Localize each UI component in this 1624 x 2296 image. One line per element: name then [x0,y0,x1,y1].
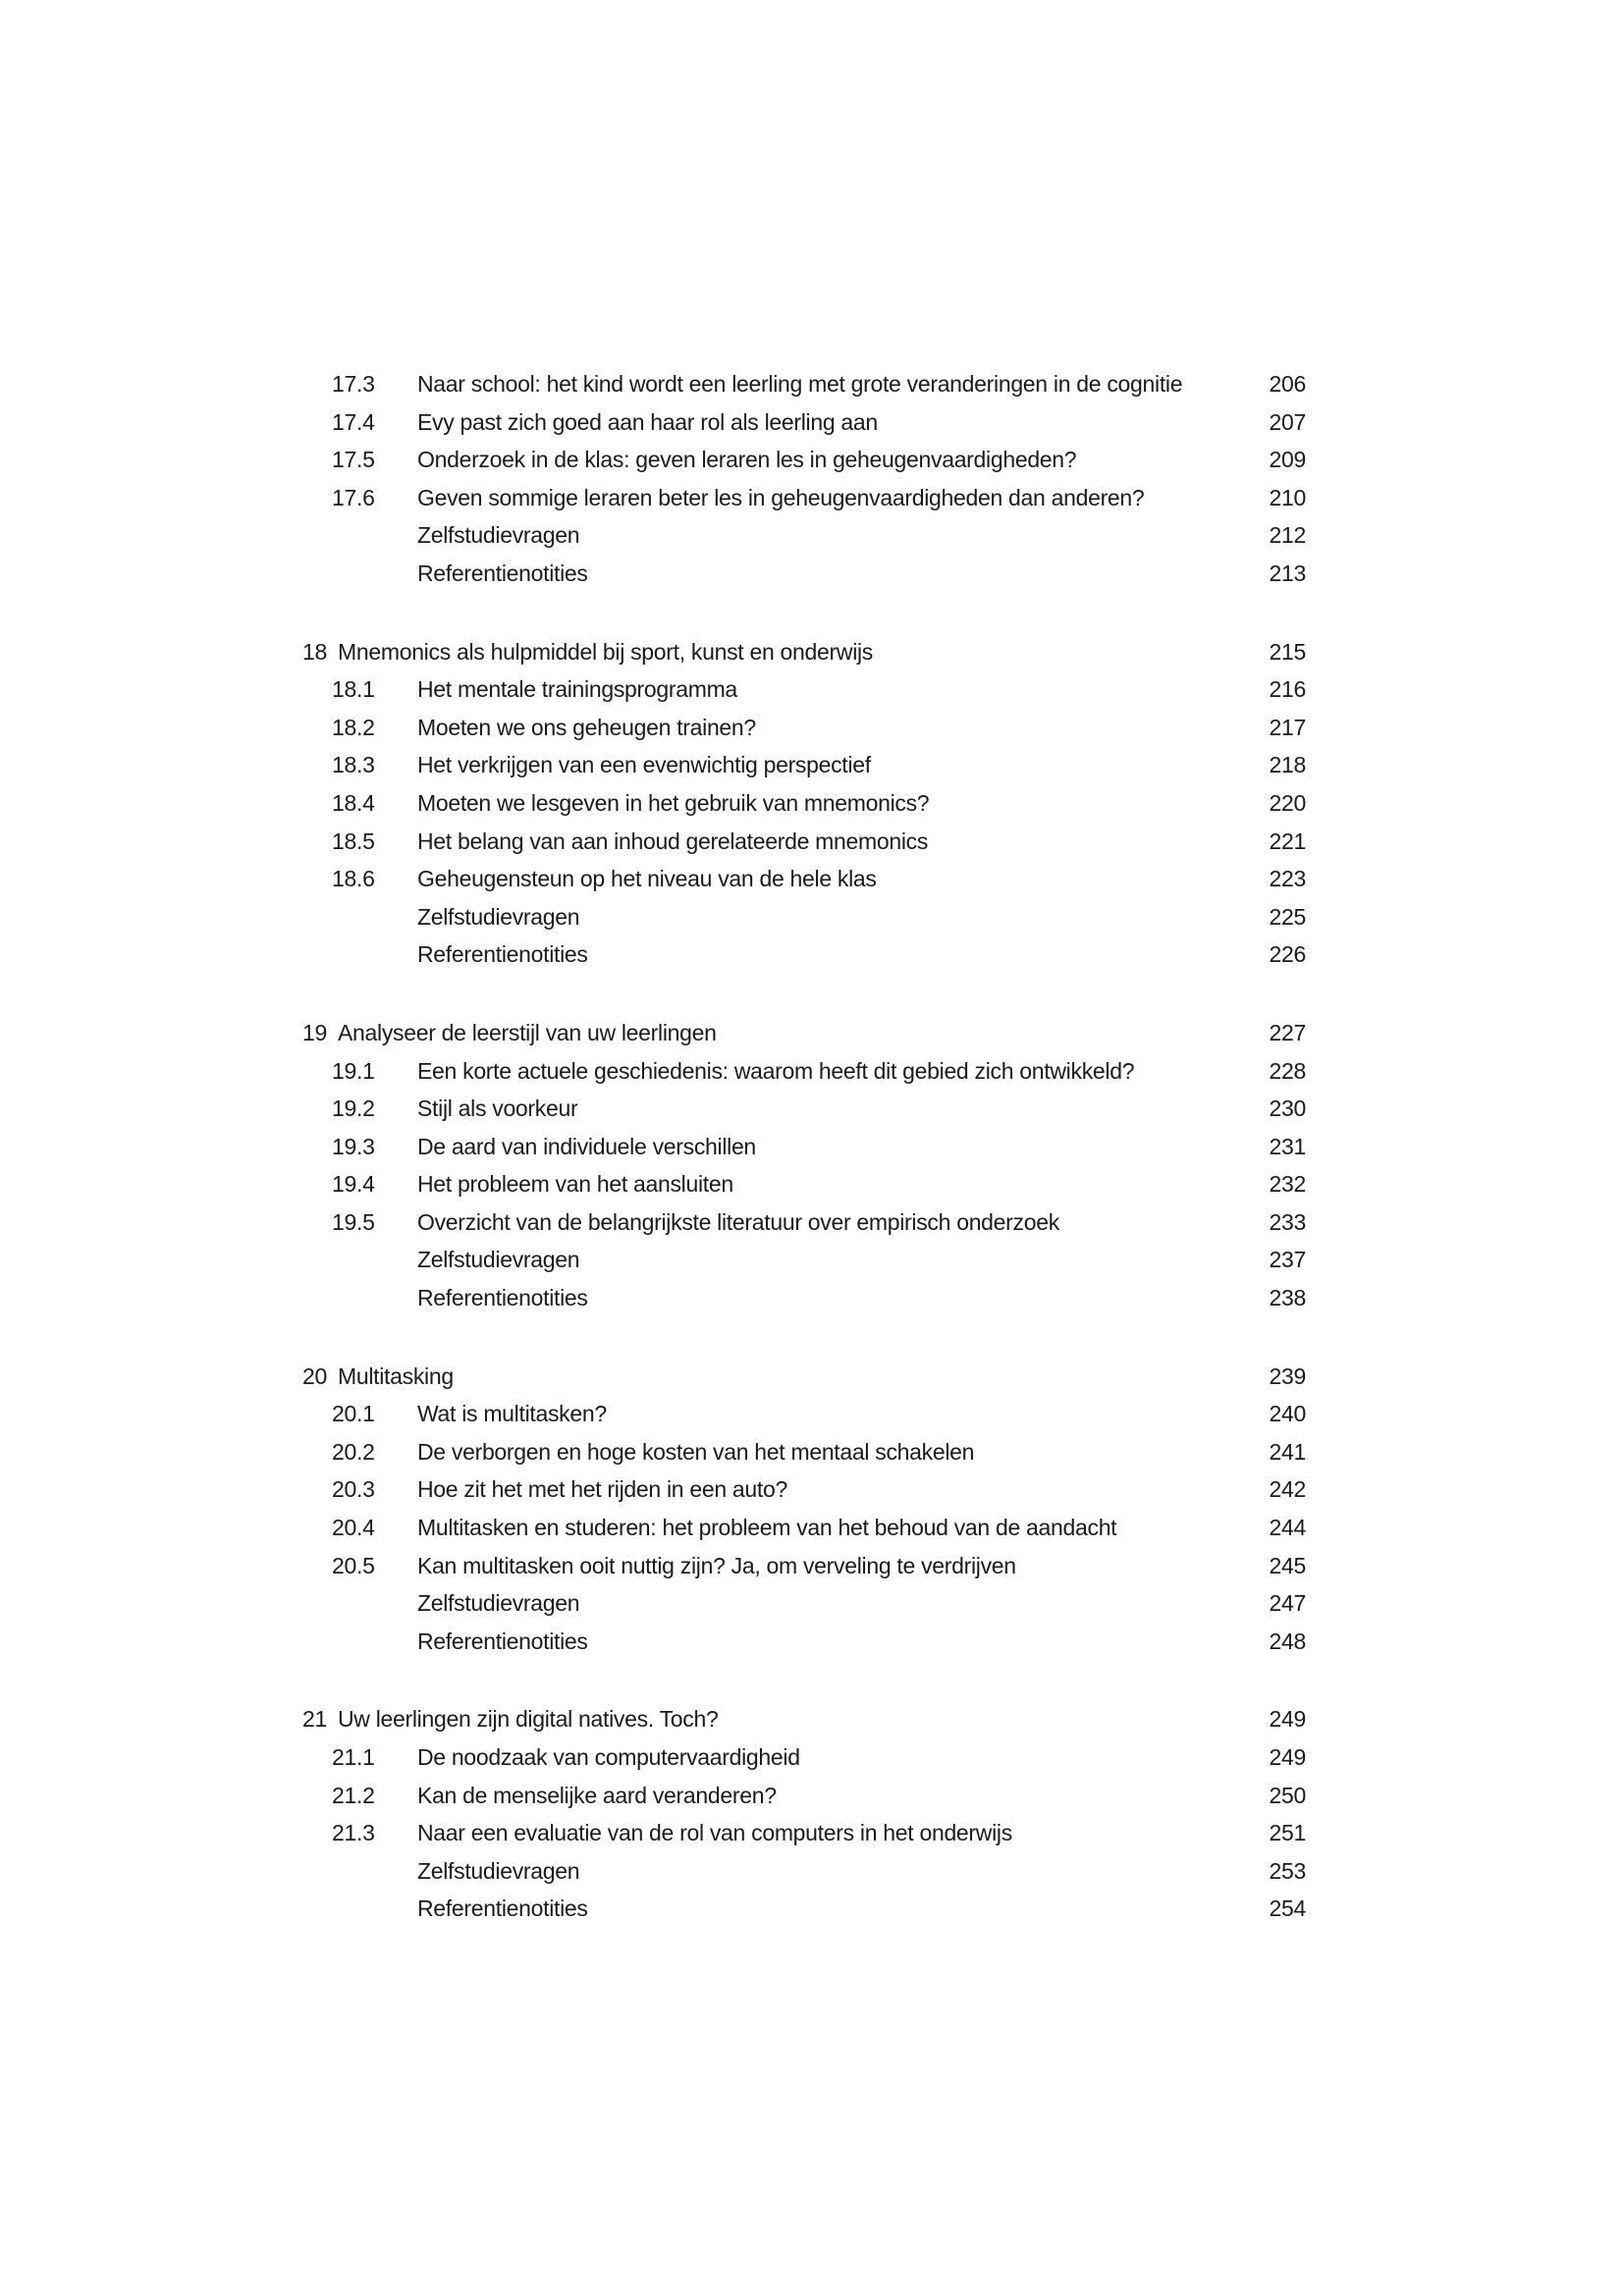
entry-title: Referentienotities [417,1896,588,1922]
toc-entry-row [302,670,1306,709]
entry-title: Zelfstudievragen [417,903,580,930]
entry-number: 18.5 [332,828,375,854]
toc-entry-row [302,1547,1306,1585]
entry-page-number: 213 [1269,560,1306,586]
entry-title: De aard van individuele verschillen [417,1133,756,1159]
toc-entry-row [302,1584,1306,1623]
chapter-number: 18 [302,638,327,665]
entry-title: Zelfstudievragen [417,522,580,549]
entry-page-number: 237 [1269,1247,1306,1273]
entry-title: Wat is multitasken? [417,1401,607,1427]
entry-page-number: 247 [1269,1590,1306,1617]
toc-section [302,633,1306,974]
entry-title: Het belang van aan inhoud gerelateerde mnemonics [417,828,929,854]
entry-number: 19.1 [332,1057,375,1084]
toc-entry-row [302,1203,1306,1242]
entry-number: 20.1 [332,1401,375,1427]
entry-page-number: 238 [1269,1285,1306,1311]
entry-number: 17.6 [332,484,375,510]
entry-page-number: 216 [1269,676,1306,703]
toc-entry-row [302,1052,1306,1091]
entry-page-number: 228 [1269,1057,1306,1084]
chapter-title: Uw leerlingen zijn digital natives. Toch? [338,1706,719,1733]
toc-entry-row [302,823,1306,861]
toc-entry-row [302,555,1306,593]
entry-number: 21.2 [332,1782,375,1808]
entry-page-number: 245 [1269,1552,1306,1578]
toc-entry-row [302,1395,1306,1433]
entry-number: 19.4 [332,1171,375,1198]
entry-page-number: 240 [1269,1401,1306,1427]
entry-page-number: 244 [1269,1515,1306,1541]
entry-page-number: 218 [1269,752,1306,778]
entry-title: Referentienotities [417,560,588,586]
toc-entry-row [302,709,1306,747]
entry-page-number: 226 [1269,941,1306,968]
toc-entry-row [302,746,1306,784]
entry-title: Zelfstudievragen [417,1247,580,1273]
entry-number: 19.5 [332,1208,375,1235]
entry-number: 18.1 [332,676,375,703]
entry-title: Het verkrijgen van een evenwichtig perspectief [417,752,871,778]
toc-entry-row [302,860,1306,898]
entry-page-number: 250 [1269,1782,1306,1808]
entry-page-number: 253 [1269,1857,1306,1884]
entry-title: Multitasken en studeren: het probleem van het behoud van de aandacht [417,1515,1117,1541]
chapter-page-number: 239 [1269,1362,1306,1389]
entry-page-number: 231 [1269,1133,1306,1159]
chapter-number: 21 [302,1706,327,1733]
chapter-number: 20 [302,1362,327,1389]
toc-entry-row [302,403,1306,442]
entry-page-number: 223 [1269,866,1306,892]
entry-page-number: 254 [1269,1896,1306,1922]
entry-title: Referentienotities [417,941,588,968]
chapter-row [302,633,1306,671]
toc-entry-row [302,479,1306,517]
entry-title: De noodzaak van computervaardigheid [417,1744,800,1770]
entry-number: 20.4 [332,1515,375,1541]
chapter-page-number: 227 [1269,1019,1306,1045]
entry-page-number: 210 [1269,484,1306,510]
entry-page-number: 249 [1269,1744,1306,1770]
entry-number: 17.3 [332,371,375,397]
entry-title: Naar een evaluatie van de rol van computers in het onderwijs [417,1820,1012,1846]
entry-title: Moeten we lesgeven in het gebruik van mnemonics? [417,789,930,816]
toc-entry-row [302,1777,1306,1815]
entry-page-number: 241 [1269,1438,1306,1465]
entry-page-number: 206 [1269,371,1306,397]
chapter-title: Mnemonics als hulpmiddel bij sport, kunst en onderwijs [338,638,874,665]
entry-title: Zelfstudievragen [417,1590,580,1617]
entry-title: Geheugensteun op het niveau van de hele klas [417,866,877,892]
entry-number: 17.4 [332,408,375,435]
chapter-row [302,1014,1306,1052]
toc-entry-row [302,898,1306,936]
toc-entry-row [302,1623,1306,1661]
entry-title: Hoe zit het met het rijden in een auto? [417,1476,787,1503]
entry-title: Referentienotities [417,1628,588,1654]
entry-number: 18.3 [332,752,375,778]
entry-title: De verborgen en hoge kosten van het mentaal schakelen [417,1438,975,1465]
entry-page-number: 217 [1269,714,1306,740]
toc-section [302,1358,1306,1661]
entry-number: 20.5 [332,1552,375,1578]
entry-title: Een korte actuele geschiedenis: waarom heeft dit gebied zich ontwikkeld? [417,1057,1135,1084]
entry-number: 17.5 [332,447,375,473]
entry-page-number: 221 [1269,828,1306,854]
entry-number: 19.2 [332,1095,375,1122]
entry-number: 20.3 [332,1476,375,1503]
toc-entry-row [302,935,1306,974]
entry-page-number: 232 [1269,1171,1306,1198]
chapter-number: 19 [302,1019,327,1045]
toc-entry-row [302,1738,1306,1777]
entry-title: Stijl als voorkeur [417,1095,578,1122]
entry-page-number: 225 [1269,903,1306,930]
entry-title: Kan multitasken ooit nuttig zijn? Ja, om verveling te verdrijven [417,1552,1016,1578]
toc-entry-row [302,1852,1306,1891]
entry-page-number: 212 [1269,522,1306,549]
entry-title: Naar school: het kind wordt een leerling met grote veranderingen in de cognitie [417,371,1183,397]
entry-title: Evy past zich goed aan haar rol als leerling aan [417,408,878,435]
toc-entry-row [302,1090,1306,1128]
entry-page-number: 230 [1269,1095,1306,1122]
chapter-page-number: 215 [1269,638,1306,665]
entry-title: Kan de menselijke aard veranderen? [417,1782,777,1808]
entry-page-number: 233 [1269,1208,1306,1235]
toc-entry-row [302,441,1306,479]
toc-section [302,1014,1306,1317]
entry-page-number: 251 [1269,1820,1306,1846]
toc-entry-row [302,1128,1306,1166]
chapter-title: Multitasking [338,1362,454,1389]
entry-number: 20.2 [332,1438,375,1465]
toc-entry-row [302,516,1306,555]
toc-entry-row [302,1470,1306,1509]
entry-page-number: 209 [1269,447,1306,473]
chapter-page-number: 249 [1269,1706,1306,1733]
entry-number: 18.6 [332,866,375,892]
entry-title: Het probleem van het aansluiten [417,1171,733,1198]
entry-page-number: 220 [1269,789,1306,816]
toc-entry-row [302,1890,1306,1928]
entry-page-number: 242 [1269,1476,1306,1503]
entry-number: 18.2 [332,714,375,740]
entry-title: Moeten we ons geheugen trainen? [417,714,756,740]
toc-entry-row [302,784,1306,823]
toc-entry-row [302,1509,1306,1547]
toc-section [302,365,1306,593]
table-of-contents [302,365,1306,1928]
chapter-row [302,1700,1306,1738]
toc-entry-row [302,1165,1306,1203]
toc-entry-row [302,1241,1306,1279]
toc-entry-row [302,1433,1306,1471]
entry-page-number: 248 [1269,1628,1306,1654]
entry-title: Onderzoek in de klas: geven leraren les in geheugenvaardigheden? [417,447,1077,473]
entry-page-number: 207 [1269,408,1306,435]
entry-title: Referentienotities [417,1285,588,1311]
toc-entry-row [302,1279,1306,1317]
entry-title: Het mentale trainingsprogramma [417,676,737,703]
toc-entry-row [302,365,1306,403]
entry-title: Zelfstudievragen [417,1857,580,1884]
entry-number: 19.3 [332,1133,375,1159]
entry-number: 21.1 [332,1744,375,1770]
chapter-title: Analyseer de leerstijl van uw leerlingen [338,1019,717,1045]
entry-title: Geven sommige leraren beter les in geheugenvaardigheden dan anderen? [417,484,1145,510]
entry-number: 18.4 [332,789,375,816]
entry-title: Overzicht van de belangrijkste literatuur over empirisch onderzoek [417,1208,1059,1235]
entry-number: 21.3 [332,1820,375,1846]
toc-entry-row [302,1814,1306,1852]
chapter-row [302,1358,1306,1396]
toc-section [302,1700,1306,1928]
